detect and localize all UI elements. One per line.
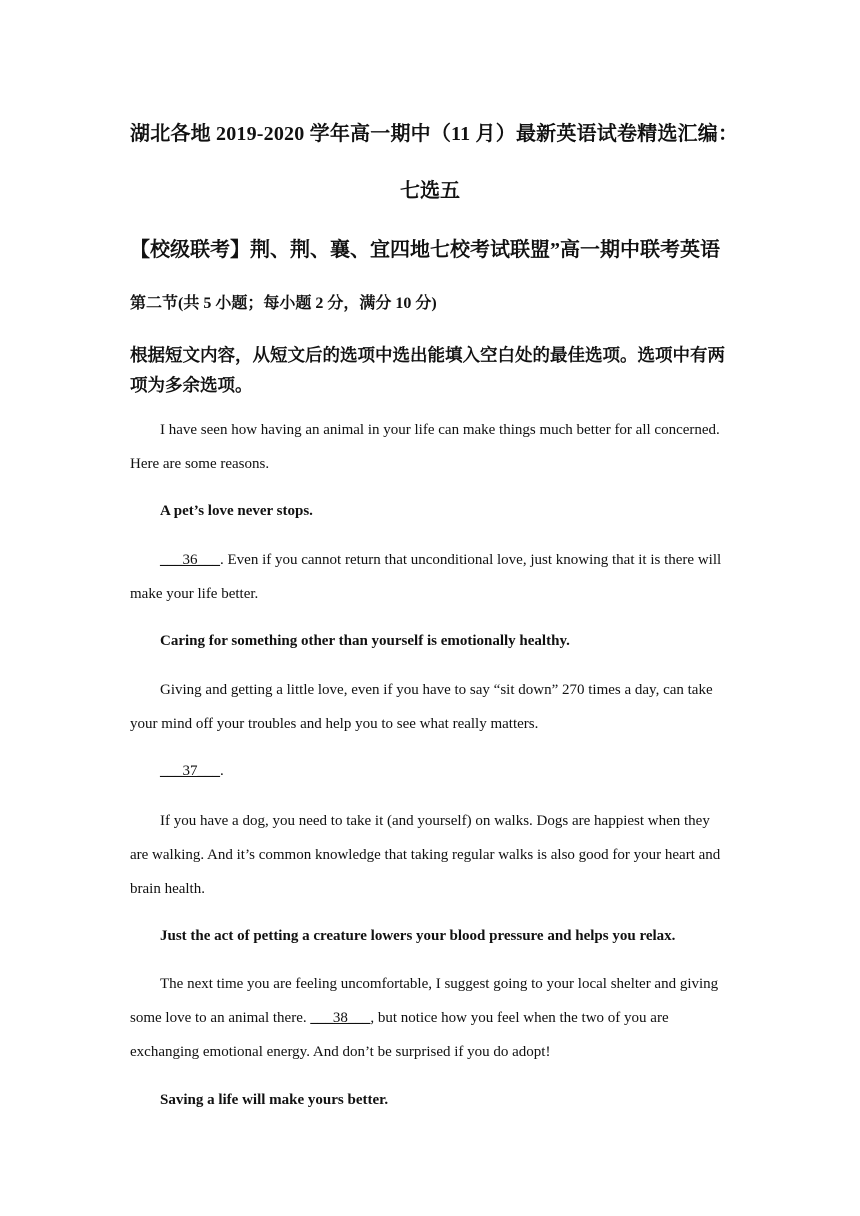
paragraph-36-text: . Even if you cannot return that unconditional love, just knowing that it is there will make your life better. xyxy=(130,552,722,602)
blank-38: ___38___ xyxy=(310,1010,371,1026)
passage-intro: I have seen how having an animal in your life can make things much better for all concerned. Here are some reasons. xyxy=(130,422,720,472)
document-title: 湖北各地 2019-2020 学年高一期中（11 月）最新英语试卷精选汇编： xyxy=(130,123,739,145)
blank-36: ___36___ xyxy=(160,552,220,568)
document-subtitle: 七选五 xyxy=(400,180,460,202)
paragraph-37-tail: . xyxy=(220,763,224,779)
passage-heading-3: Just the act of petting a creature lowers your blood pressure and helps you relax. xyxy=(160,928,676,944)
paragraph-4-start: The next time you are feeling uncomfortable, I suggest going to your local shelter and giving some love to an animal there. xyxy=(130,976,719,1026)
paragraph-4-end: , but notice how you feel when the two of you are exchanging emotional energy. And don’t be surprised if you do adopt! xyxy=(130,1010,669,1060)
passage-paragraph-4 xyxy=(130,967,730,1069)
exam-source-heading: 【校级联考】荆、荆、襄、宜四地七校考试联盟”高一期中联考英语 xyxy=(130,239,720,261)
passage-paragraph-37 xyxy=(130,754,730,788)
passage-heading-4: Saving a life will make yours better. xyxy=(160,1092,389,1108)
instructions: 根据短文内容，从短文后的选项中选出能填入空白处的最佳选项。选项中有两项为多余选项。 xyxy=(130,345,725,395)
passage-heading-2: Caring for something other than yourself is emotionally healthy. xyxy=(160,633,570,649)
passage-paragraph-36 xyxy=(130,543,730,611)
passage-paragraph-2: Giving and getting a little love, even if you have to say “sit down” 270 times a day, can take your mind off your troubles and help you to see what really matters. xyxy=(130,682,713,732)
passage-paragraph-3: If you have a dog, you need to take it (and yourself) on walks. Dogs are happiest when they are walking. And it’s common knowledge that taking regular walks is also good for your heart and brain health. xyxy=(130,813,721,897)
passage-heading-1: A pet’s love never stops. xyxy=(160,503,313,519)
section-heading: 第二节(共 5 小题；每小题 2 分，满分 10 分) xyxy=(130,295,437,312)
blank-37: ___37___ xyxy=(160,763,220,779)
